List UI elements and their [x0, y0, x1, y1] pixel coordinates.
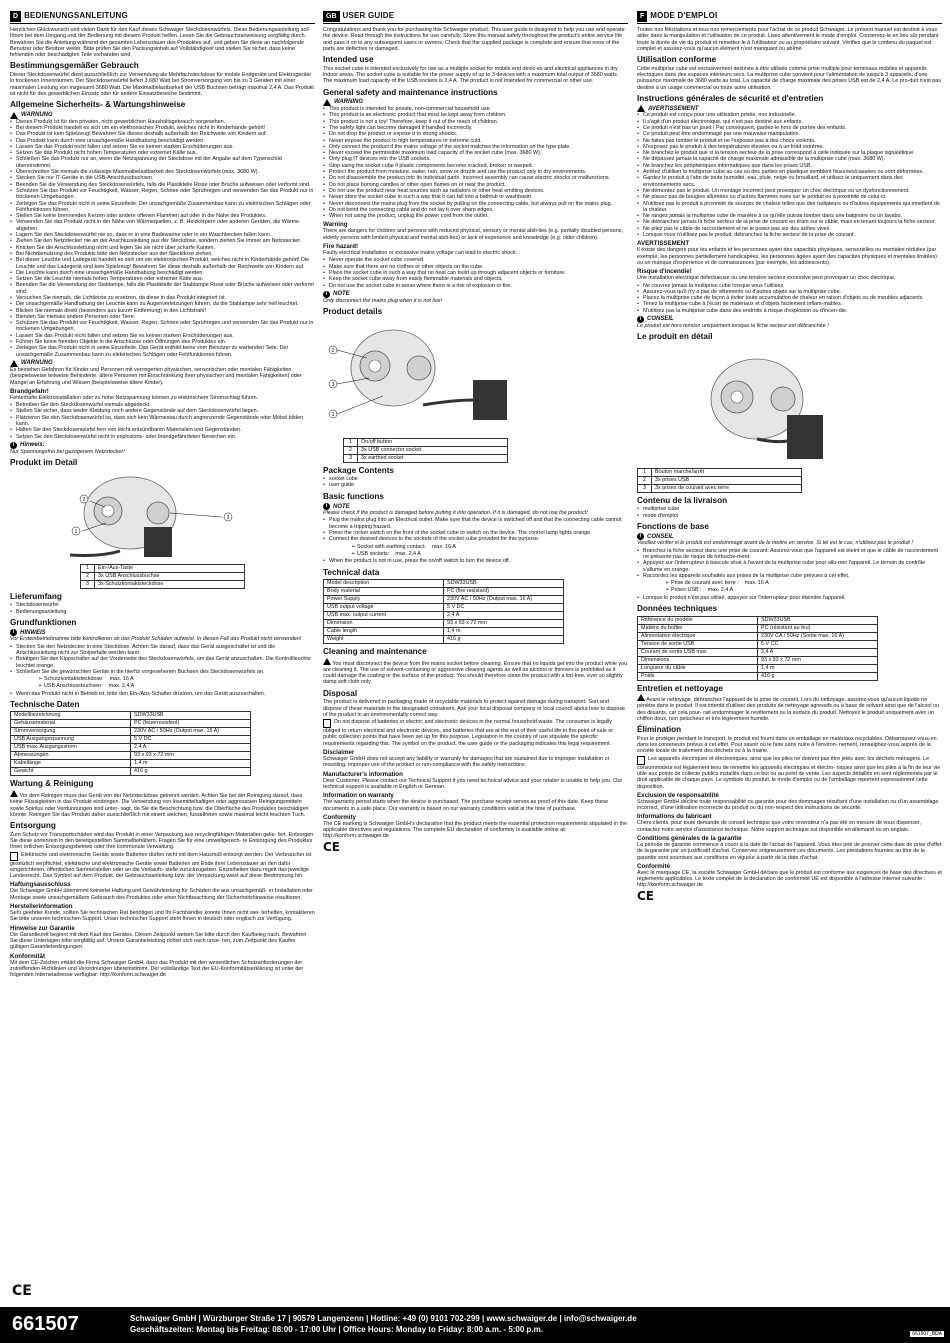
- article-number: 661507: [12, 1313, 79, 1335]
- warning-icon: [10, 790, 18, 797]
- tech-table: [323, 579, 564, 644]
- list-item: • Ne faites pas tomber le produit et ne l'exposez pas à des chocs violents.: [637, 138, 942, 144]
- warning-label: WARNUNG: [10, 112, 315, 119]
- list-item: • Ne dépassez jamais la capacité de charge maximale admissible de la multiprise cube (max. 3680 W).: [637, 156, 942, 162]
- warning-icon: [10, 112, 18, 119]
- list-item: • Das Produkt ist kein Spielzeug! Bewahren Sie dieses deshalb außerhalb der Reichweite von Kindern auf.: [10, 131, 315, 137]
- product-illustration: [637, 345, 942, 465]
- list-item: • socket cube: [323, 476, 628, 482]
- list-item: • Ne pliez pas le câble de raccordement et ne le posez pas sur des arêtes vives.: [637, 226, 942, 232]
- list-item: • Gardez le produit à l'abri de toute humidité, eau, pluie, neige ou brouillard, et utilisez-le uniquement dans des environnements secs.: [637, 175, 942, 188]
- language-tag: F: [637, 11, 647, 22]
- socket-cube-drawing: [323, 320, 563, 435]
- list-item: • Do not bend the connecting cable and do not lay it over sharp edges.: [323, 207, 628, 213]
- list-item: • Stellen Sie keine brennenden Kerzen oder andere offenen Flammen auf oder in die Nähe des Produktes.: [10, 213, 315, 219]
- list-item: • Verwenden Sie das Produkt nicht in der Nähe von Wärmequellen, z. B. Heizkörpern oder anderen Geräten, die Wärme abgeben.: [10, 219, 315, 232]
- liability-text: Die Schwaiger GmbH übernimmt keinerlei Haftung und Gewährleistung für Schäden die aus unsachgemäß- er Installation oder Montage sowie unsachgemäßem Gebrauch des Produktes oder einer Nichtbeachtung der Sicherheitshinweise resultieren.: [10, 888, 313, 901]
- table-row: Tension de sortie USB 5 V CC: [638, 640, 878, 648]
- heading-safety: Instructions générales de sécurité et d'entretien: [637, 93, 824, 103]
- column-english: [323, 10, 628, 1300]
- table-row: 2 3x USB connector socket: [344, 446, 508, 454]
- list-item: • Never store the socket cube in such a way that it can fall into a bathtub or washbasin.: [323, 194, 628, 200]
- warranty-text: The warranty period starts when the device is purchased. The purchase receipt serves as proof of this date. Keep these documents in a safe place. Our warranty is based on our warranty conditions valid at the time of purchase.: [323, 799, 609, 812]
- table-row: Gewicht 416 g: [11, 768, 251, 776]
- table-row: 2 3x prises USB: [638, 476, 802, 484]
- heading-warning: AVERTISSEMENT: [637, 240, 690, 248]
- table-row: 3 3x prises de courant avec terre: [638, 484, 802, 492]
- heading-package: Package Contents: [323, 465, 394, 475]
- warning-icon: [10, 360, 18, 367]
- list-item: • This product is an electronic product that must be kept away from children.: [323, 112, 628, 118]
- socket-cube-drawing: [10, 471, 250, 561]
- care-text: Avant le nettoyage, débranchez l'appareil de la prise de courant. Lors du nettoyage, assurez-vous qu'aucun liquide ne pénètre dans le produit. Il est interdit d'utiliser des produits de nettoyage agressifs ou à base de solvant ainsi que de l'alcool ou des diluants, car cela pour- rait endommager le revêtement ou la surface du produit. Nettoyez le produit uniquement avec un chiffon doux, non pelucheux et très légèrement humide.: [637, 694, 942, 722]
- warning-icon: [637, 694, 645, 701]
- list-item: • When the product is not in use, press the on/off switch to turn the device off.: [323, 558, 628, 564]
- list-item: • Blicken Sie niemals direkt (besonders aus kurzer Entfernung) in den Lichtstrahl!: [10, 308, 315, 314]
- list-item: • When not using the product, unplug the power cord from the outlet.: [323, 213, 628, 219]
- table-row: Stromversorgung 230V AC / 50Hz (Output max. 16 A): [11, 728, 251, 736]
- note-label: i HINWEIS: [10, 629, 315, 636]
- table-row: Poids 416 g: [638, 672, 878, 680]
- usb-rating: ➢ Prises USB : max. 2,4 A: [665, 587, 734, 594]
- list-item: • Platzieren Sie den Steckdosenwürfel so, dass sich kein Wärmestau durch angrenzende Gegenstände oder Möbel bilden kann.: [10, 415, 315, 428]
- column-french: [637, 10, 942, 1300]
- language-tag: GB: [323, 11, 340, 22]
- package-list: [323, 476, 628, 489]
- fire-list: [10, 402, 315, 440]
- product-illustration: [323, 320, 628, 435]
- heading-basic: Fonctions de base: [637, 521, 709, 531]
- heading-use: Utilisation conforme: [637, 55, 717, 65]
- usb-rating: ➢ USB sockets: max. 2,4 A: [351, 550, 421, 557]
- intro-text: Congratulations and thank you for purchasing this Schwaiger product. This user guide is designed to help you use and operate the device. Read through the instructions for use carefully. Store this manual safely throughout the product's entire service life and pass it on to any subsequent users or owners. Check that the supplied package is complete and ensure that none of the parts are defective or damaged.: [323, 27, 625, 52]
- hint-text: Nur Spannungsfrei bei gezogenem Netzstecker!: [10, 448, 125, 455]
- list-item: • Lorsque vous n'utilisez pas le produit, débranchez la fiche secteur de la prise de courant.: [637, 232, 942, 238]
- use-text: Dieser Steckdosenwürfel dient ausschließlich zur Verwendung als Mehrfachsteckdose für mobile Endgeräte und Elektrogeräte in trockenen Innenräumen. Der Steckdosenwürfel liefert 3.680 Watt bei Stromversorgung von bis zu 3 Geräten mit einer maximalen Leistung von insgesamt 3680 Watt. Die Maximalbelastbarkeit der USB Buchsen beträgt maximal 2,4 A. Das Produkt ist nicht für den gewerblichen Einsatz oder für andere Einsatzbereiche bestimmt.: [10, 71, 314, 97]
- list-item: • Die unsachgemäße Handhabung der Leuchte kann zu Augenverletzungen führen, da die Stablampe sehr hell leuchtet.: [10, 301, 315, 307]
- list-item: • Do not drop the product or expose it to strong shocks.: [323, 131, 628, 137]
- svg-text:1: 1: [331, 411, 335, 418]
- heading-care: Cleaning and maintenance: [323, 647, 427, 657]
- company-address: [130, 1313, 637, 1335]
- section-title: BEDIENUNGSANLEITUNG: [24, 11, 128, 21]
- list-item: • Ne démontez pas le produit. Un montage incorrect peut provoquer un choc électrique ou un dysfonctionnement.: [637, 188, 942, 194]
- section-title: MODE D'EMPLOI: [650, 11, 718, 21]
- heading-conformity: Konformität: [10, 952, 46, 960]
- heading-package: Contenu de la livraison: [637, 495, 728, 505]
- disposal-text: The product is delivered in packaging made of recyclable materials to protect against damage during transport. Sort and dispose of these materials in the designated containers. Ask your local disposal company or local council about how to dispose of the product in an environmentally correct way.: [323, 699, 626, 718]
- note-text: Only disconnect the mains plug when it is not live!: [323, 297, 442, 304]
- list-item: • N'utilisez pas le produit à proximité de sources de chaleur telles que des radiateurs ou d'autres équipements qui émettent de la chaleur.: [637, 201, 942, 214]
- table-row: Dimension 93 x 93 x 72 mm: [324, 620, 564, 628]
- list-item: • Assurez-vous qu'il n'y a pas de vêtements ou d'autres objets sur la multiprise cube.: [637, 289, 942, 295]
- table-row: Gehäusematerial PC (feuerresistent): [11, 720, 251, 728]
- table-row: Power Supply 230V AC / 50Hz (Output max. 16 A): [324, 596, 564, 604]
- table-row: Weight 416 g: [324, 636, 564, 644]
- heading-tech: Technical data: [323, 567, 380, 577]
- socket-rating: ➢ Socket with earthing contact: max. 16 A: [351, 543, 456, 550]
- list-item: • Do not disassemble the product into its individual parts. Incorrect assembly can cause electric shocks or malfunctions.: [323, 175, 628, 181]
- waste-bin-icon: [637, 756, 645, 765]
- liability-text: Schwaiger GmbH décline toute responsabilité ou garantie pour des dommages résultant d'une installation ou d'un assemblage incorrect, d'une utilisation incorrecte du produit ou du non-respect des instructions de sécurité.: [637, 798, 939, 812]
- section-header: [323, 10, 628, 24]
- heading-warranty: Hinweise zur Garantie: [10, 924, 75, 932]
- heading-detail: Le produit en détail: [637, 332, 713, 342]
- note-text: Vor Ersteinbetriebnahme bitte kontrollieren ob das Produkt Schäden aufweist. In diesen Fall das Produkt nicht verwenden!: [10, 636, 302, 643]
- list-item: • Press the rocker switch on the front of the socket cube to switch on the device. The control lamp lights orange.: [323, 530, 628, 536]
- heading-use: Bestimmungsgemäßer Gebrauch: [10, 61, 139, 71]
- list-item: • Lorsque le produit n'est pas utilisé, appuyez sur l'interrupteur pour éteindre l'appareil.: [637, 595, 942, 601]
- heading-detail: Product details: [323, 307, 383, 317]
- list-item: • Never expose the product to high temperatures or extreme cold.: [323, 138, 628, 144]
- table-row: USB max. Ausgangsstrom 2,4 A: [11, 744, 251, 752]
- info-icon: i: [637, 533, 644, 540]
- disposal-text: Zum Schutz vor Transportschäden wird das Produkt in einer Verpackung aus recyclingfähigen Materialien gelie- fert. Entsorgen Sie diese sortenrein in den bereitgestellten Sammelbehältern. Fragen Sie für eine umweltgerech- te Entsorgung des Produktes Ihren örtlichen Entsorgungsbetrieb oder Ihre kommunale Verwaltung.: [10, 831, 314, 851]
- list-item: • Lassen Sie das Produkt nicht fallen und setzen Sie es keinen starken Erschütterungen aus.: [10, 333, 315, 339]
- list-item: • Stellen Sie sicher, dass weder Kleidung noch andere Gegenstände auf dem Steckdosenwürfel liegen.: [10, 408, 315, 414]
- info-icon: i: [10, 442, 17, 449]
- safety-list: [10, 119, 315, 358]
- socket-rating: ➢ Prise de courant avec terre : max. 16 A: [665, 580, 769, 587]
- list-item: • Stop using the socket cube if plastic components become cracked, broken or warped.: [323, 163, 628, 169]
- list-item: • Do not use the product near heat sources such as radiators or other heat emitting devices.: [323, 188, 628, 194]
- list-item: • Schließen Sie das Produkt nur an, wenn die Netzspannung der Steckdose mit der Angabe auf dem Typenschild übereinstimmt.: [10, 156, 315, 169]
- list-item: • Do not use the socket cube in areas where there is a risk of explosion or fire.: [323, 283, 628, 289]
- list-item: • Protect the product from moisture, water, rain, snow or drizzle and use the product only in dry environments.: [323, 169, 628, 175]
- heading-fire: Fire hazard!: [323, 243, 359, 251]
- heading-liability: Exclusion de responsabilité: [637, 791, 719, 799]
- warranty-text: La période de garantie commence à courir à la date de l'achat de l'appareil. Vous êtes prié de prouver cette date de prise d'effet de la garantie par un justificatif d'achat. Conservez soigneusement ces documents. Les prestations fournies au titre de la garantie sont soumises aux conditions en vigueur à partir de la date d'achat.: [637, 842, 942, 861]
- svg-text:3: 3: [226, 514, 230, 521]
- table-row: Body material PC (fire resistant): [324, 588, 564, 596]
- list-item: • Ne débranchez jamais la fiche secteur de la prise de courant en tirant sur le câble, mais en tenant toujours la fiche secteur.: [637, 219, 942, 225]
- section-title: USER GUIDE: [342, 11, 395, 21]
- heading-disposal: Élimination: [637, 725, 682, 735]
- info-icon: i: [637, 316, 644, 323]
- list-item: • Stecken Sie nur IT-Geräte in die USB-Anschlussbuchsen.: [10, 175, 315, 181]
- list-item: • Ne branchez les périphériques informatiques que dans les prises USB.: [637, 163, 942, 169]
- svg-text:3: 3: [331, 381, 335, 388]
- heading-use: Intended use: [323, 55, 374, 65]
- list-item: • Bei Nichtbenutzung des Produkts bitte den Netzstecker aus der Steckdose ziehen.: [10, 251, 315, 257]
- socket-rating: ➢ Schutzkontaktsteckdose: max. 16 A: [38, 676, 134, 683]
- hint-label: i Hinweis:: [10, 442, 315, 449]
- list-item: • Bedienungsanleitung: [10, 609, 315, 615]
- list-item: • Beenden Sie die Verwendung des Steckdosenwürfels, falls die Plastikteile Risse oder Brüche aufweisen oder verformt sind.: [10, 182, 315, 188]
- list-item: • Wenn das Produkt nicht in Betrieb ist, bitte den Ein-/Aus-Schalter drücken, um das Gerät auszuschalten.: [10, 691, 315, 697]
- basic-list: [323, 517, 628, 542]
- warning-icon: [323, 658, 331, 665]
- tech-table: [10, 711, 251, 776]
- list-item: • This product is intended for private, non-commercial household use.: [323, 106, 628, 112]
- heading-warranty: Information on warranty: [323, 792, 394, 800]
- list-item: • Ziehen Sie den Netzstecker nie an der Anschlussleitung aus der Steckdose, sondern ziehen Sie immer am Netzstecker.: [10, 238, 315, 244]
- list-item: • Führen Sie keine fremden Objekte in die Anschlüsse oder Öffnungen des Produktes ein.: [10, 339, 315, 345]
- warning-label: WARNING: [323, 99, 628, 106]
- heading-liability: Haftungsausschluss: [10, 881, 71, 889]
- info-icon: i: [10, 629, 17, 636]
- list-item: • Versuchen Sie niemals, die Lichtleiste zu ersetzen, da diese in das Produkt integriert ist.: [10, 295, 315, 301]
- list-item: • N'utilisez pas la multiprise cube dans des endroits à risque d'explosion ou d'incen-die.: [637, 308, 942, 314]
- svg-text:2: 2: [331, 347, 335, 354]
- document-code: 661507_BDA: [912, 1331, 942, 1337]
- heading-conformity: Conformité: [637, 862, 670, 870]
- list-item: • Zerlegen Sie das Produkt nicht in seine Einzelteile. Der unsachgemäße Zusammenbau kann zu elektrischen Schlägen oder Fehlfunktionen führen.: [10, 201, 315, 214]
- info-icon: i: [323, 291, 330, 298]
- list-item: • Ne branchez le produit que si la tension secteur de la prise correspond à celle indiquée sur la plaque signalétique.: [637, 150, 942, 156]
- table-row: 1 Ein-/Aus-Taste: [81, 564, 245, 572]
- list-item: • Betätigen Sie den Kippschalter auf der Vorderseite des Steckdosenwürfels, um das Gerät anzuschalten. Die Kontrollleuchte leuchtet orange.: [10, 656, 315, 669]
- list-item: • Il s'agit d'un produit électronique, qui n'est pas destiné aux enfants.: [637, 119, 942, 125]
- usb-rating: ➢ USB Anschlussbuchsen: max. 2,4 A: [38, 683, 135, 690]
- list-item: • Lagern Sie den Steckdosenwürfel nie so, dass er in eine Badewanne oder in ein Waschbecken fallen kann.: [10, 232, 315, 238]
- list-item: • Bei dieser Leuchte und Ladegerät handelt es sich um ein elektronisches Produkt, welches nicht in Kinderhände gehört! Die Leuchte und das Ladegerät sind kein Spielzeug! Bewahren Sie diese deshalb außerhalb der Reichweite von Kindern auf.: [10, 257, 315, 270]
- note-text: Please check if the product is damaged before putting it into operation. If it is damaged, do not use the product!: [323, 510, 588, 517]
- ce-mark: CE: [12, 1283, 32, 1299]
- heading-conformity: Conformity: [323, 813, 356, 821]
- list-item: • Never exceed the permissible maximum load capacity of the socket cube (max. 3680 W).: [323, 150, 628, 156]
- warning-label: WARNUNG: [10, 360, 315, 367]
- heading-manufacturer: Herstellerinformation: [10, 903, 73, 911]
- table-row: Dimensions 93 x 93 x 72 mm: [638, 656, 878, 664]
- safety-list: [323, 106, 628, 219]
- list-item: • Ne couvrez jamais la multiprise cube lorsque vous l'utilisez.: [637, 283, 942, 289]
- disposal-text-2: Les appareils électriques et électroniques, ainsi que les piles ne doivent pas être jetés avec les déchets ménagers. Le consommateur est légalement tenu de remettre les appareils électriques et électro- niques ainsi que les piles à la fin de leur vie utile aux points de collecte publics installés dans ce but ou au point de vente. Les aspects détaillés en sont réglementés par le droit applicable de chaque pays. Le symbole du produit, le mode d'emploi ou de l'emballage reportent expressément cette disposition.: [637, 755, 941, 790]
- list-item: • Das Produkt kann durch eine unsachgemäße Handhabung beschädigt werden.: [10, 138, 315, 144]
- tech-table: [637, 616, 878, 681]
- warning-icon: [637, 105, 645, 112]
- heading-safety: Allgemeine Sicherheits- & Wartungshinweise: [10, 100, 186, 110]
- warning-label: AVERTISSEMENT: [637, 105, 942, 112]
- list-item: • Ne placez pas de bougies allumées ou d'autres flammes nues sur le produit ou à proximité de celui-ci.: [637, 194, 942, 200]
- list-item: • Arrêtez d'utiliser la multiprise cube au cas où des parties en plastique semblent fissurées/cassées ou sont déformées.: [637, 169, 942, 175]
- disclaimer-text: Schwaiger GmbH does not accept any liability or warranty for damages that are sustained due to improper installation or mounting, improper use of the product or non-compliance with the safety instructions.: [323, 756, 610, 769]
- heading-manufacturer: Informations du fabricant: [637, 813, 712, 821]
- list-item: • Lassen Sie das Produkt nicht fallen und setzen Sie es keinen starken Erschütterungen aus.: [10, 144, 315, 150]
- heading-detail: Produkt im Detail: [10, 458, 78, 468]
- conformity-text: Avec le marquage CE, la société Schwaiger GmbH déclare que le produit est conforme aux exigences de base des directives et règlements applicables. Le texte complet de la déclaration de conformité UE est disponible à l'adresse Internet suivante : http://konform.schwaiger.de: [637, 869, 942, 889]
- table-row: Matière du boîtier PC (résistant au feu): [638, 624, 878, 632]
- disposal-text: Pour le protéger pendant le transport, le produit est fourni dans un emballage en matériaux recyclables. Débarrassez-vous-en dans les conteneurs prévus à cet effet. Pour savoir où le faire sans nuire à l'environ- nement, renseignez-vous auprès de la société locale de traitement des déchets ou à la mairie.: [637, 735, 937, 755]
- warning-text: Es bestehen Gefahren für Kinder und Personen mit verringerten physischen, sensorischen oder mentalen Fähigkeiten (beispielsweise teilweise Behinderte, ältere Personen mit Einschränkung ihrer physischen und mentalen Fähigkeiten) oder Mangel an Erfahrung und Wissen (beispielsweise ältere Kinder).: [10, 366, 302, 386]
- list-item: • mode d'emploi: [637, 513, 942, 519]
- list-item: • N'exposez pas le produit à des températures élevées ou à un froid extrême.: [637, 144, 942, 150]
- list-item: • Setzen Sie die Leuchte niemals hohen Temperaturen oder extremer Kälte aus.: [10, 276, 315, 282]
- list-item: • Zerlegen Sie das Produkt nicht in seine Einzelteile. Das Gerät enthält keine vom Benutzer zu wartenden Teile. Der unsachgemäße Zusammenbau kann zu elektrischen Schlägen oder Fehlfunktionen führen.: [10, 345, 315, 358]
- heading-tech: Données techniques: [637, 604, 718, 614]
- note-text: Veuillez vérifier si le produit est endommagé avant de le mettre en service. Si tel est le cas, n'utilisez pas le produit !: [637, 540, 913, 547]
- note-label: i NOTE: [323, 291, 628, 298]
- footer-bar: [0, 1307, 950, 1343]
- list-item: • Tenez la multiprise cube à l'écart de matériaux et d'objets facilement inflam-mables.: [637, 301, 942, 307]
- list-item: • Raccordez les appareils souhaités aux prises de la multiprise cube prévues à cet effet.: [637, 573, 942, 579]
- safety-list: [637, 112, 942, 238]
- list-item: • multiprise cube: [637, 506, 942, 512]
- table-row: Référence du modèle SDW33USB: [638, 616, 878, 624]
- list-item: • Setzen Sie das Produkt nicht hohen Temperaturen oder extremer Kälte aus.: [10, 150, 315, 156]
- manufacturer-text: Chers clients, pour toute demande de conseil technique que votre revendeur n'a pas été en mesure de vous dispenser, contactez notre service d'assistance technique. Notre support technique est disponible en allemand ou en anglais.: [637, 820, 921, 833]
- list-item: • Only connect the product if the mains voltage of the socket matches the information on the type plate.: [323, 144, 628, 150]
- list-item: • Make sure that there are no clothes or other objects on the cube.: [323, 264, 628, 270]
- list-item: • user guide: [323, 482, 628, 488]
- list-item: • Only plug IT devices into the USB sockets.: [323, 156, 628, 162]
- note-label: i CONSEIL: [637, 533, 942, 540]
- list-item: • Betreiben Sie den Steckdosenwürfel niemals abgedeckt.: [10, 402, 315, 408]
- list-item: • Connect the desired devices to the sockets of the socket cube provided for this purpose.: [323, 536, 628, 542]
- manufacturer-text: Dear Customer, Please contact our Technical Support if you need technical advice and your retailer is unable to help you. Our technical support is available in English or German.: [323, 777, 623, 790]
- table-row: Kabellänge 1,4 m: [11, 760, 251, 768]
- note-label: i CONSEIL: [637, 316, 942, 323]
- disposal-text-2: Elektrische und elektronische Geräte sowie Batterien dürfen nicht mit dem Hausmüll entsorgt werden. Der Verbraucher ist gesetzlich verpflichtet, elektrische und elektronische Geräte sowie Batterien am Ende ihrer Lebensdauer an den dafür eingerichteten, öffentlichen Sammelstellen oder an die Verkaufs- stelle zurückzugeben. Einzelheiten dazu regelt das jeweilige Landesrecht. Das Symbol auf dem Produkt, der Gebrauchsanleitung bzw. der Verpackung weist auf diese Bestimmung hin.: [10, 851, 312, 880]
- list-item: • Stecken Sie den Netzstecker in eine Steckdose. Achten Sie darauf, dass das Gerät ausgeschaltet ist und die Anschlussleitung nicht zur Stolperfalle werden kann.: [10, 644, 315, 657]
- manufacturer-text: Sehr geehrter Kunde, sollten Sie technischen Rat benötigen und Ihr Fachhändler konnte Ihnen nicht wei- terhelfen, kontaktieren Sie bitte unseren technischen Support. Unser technischer Support steht Ihnen in deutsch oder englisch zur Verfügung.: [10, 910, 315, 923]
- list-item: • Schließen Sie die gewünschten Geräte in die hierfür vorgesehenen Buchsen des Steckdosenwürfels an.: [10, 669, 315, 675]
- list-item: • Ce produit n'est pas un jouet ! Par conséquent, gardez-le hors de portée des enfants.: [637, 125, 942, 131]
- table-row: Longueur du câble 1,4 m: [638, 664, 878, 672]
- ce-mark: CE: [323, 839, 341, 854]
- table-row: Alimentation électrique 230V CA / 50Hz (Sortie max. 16 A): [638, 632, 878, 640]
- list-item: • Die Leuchte kann durch eine unsachgemäße Handhabung beschädigt werden.: [10, 270, 315, 276]
- disposal-text-2: Do not dispose of batteries or electric and electronic devices in the normal household waste. The consumer is legally obliged to return electrical and electronic devices, and batteries that are at the end of their useful life to the point of sale or public collection points that have been set up for this purpose. Legislation in the country of use stipulate the specific requirements regarding this. The symbol on the product, the user guide or the packaging indicates this legal requirement.: [323, 719, 614, 747]
- table-row: 2 3x USB Anschlussbuchse: [81, 572, 245, 580]
- heading-basic: Basic functions: [323, 491, 384, 501]
- table-row: Model description SDW33USB: [324, 580, 564, 588]
- list-item: • Ce produit peut être endommagé par une mauvaise manipulation.: [637, 131, 942, 137]
- heading-basic: Grundfunktionen: [10, 617, 77, 627]
- table-row: 3 3x Schutzkontaktsteckdose: [81, 580, 245, 588]
- table-row: USB output voltage 5 V DC: [324, 604, 564, 612]
- fire-text: Faulty electrical installation or excessive mains voltage can lead to electric shock.: [323, 250, 518, 257]
- svg-text:2: 2: [82, 496, 86, 503]
- list-item: • The safety light can become damaged if handled incorrectly.: [323, 125, 628, 131]
- list-item: • Bei diesem Produkt handelt es sich um ein elektronisches Produkt, welches nicht in Kinderhände gehört!: [10, 125, 315, 131]
- list-item: • Keep the socket cube away from easily flammable materials and objects.: [323, 276, 628, 282]
- list-item: • Ce produit est conçu pour une utilisation privée, non industrielle.: [637, 112, 942, 118]
- heading-delivery: Lieferumfang: [10, 591, 62, 601]
- list-item: • Steckdosenwürfel: [10, 602, 315, 608]
- heading-manufacturer: Manufacturer's information: [323, 770, 403, 778]
- table-row: USB Ausgangsspannung 5 V DC: [11, 736, 251, 744]
- list-item: • Appuyez sur l'interrupteur à bascule situé à l'avant de la multiprise cube pour allu-mer l'appareil. Le témoin de contrôle s'allume en orange.: [637, 560, 942, 573]
- waste-bin-icon: [323, 719, 331, 728]
- list-item: • Setzen Sie den Steckdosenwürfel nicht in explosions- oder brandgefährdeten Bereichen ein.: [10, 434, 315, 440]
- warning-icon: [323, 99, 331, 106]
- heading-disclaimer: Disclaimer: [323, 749, 355, 757]
- use-text: This socket cube is intended exclusively for use as a multiple socket for mobile end devic-es and electrical appliances in dry indoor areas. The socket cube is suitable for the power supply of up to 3 devices with a maximum total output of 3680 watts. The maximum load capacity of the USB sockets is 2,4 A. The product is not intended for commercial or other use.: [323, 65, 619, 85]
- ce-mark: CE: [637, 888, 655, 903]
- care-text: Vor dem Reinigen muss das Gerät von der Netzsteckdose getrennt werden. Achten Sie bei der Reinigung darauf, dass keine Flüssigkeiten in das Produkt eindringen. Die Verwendung von lösemittelhaltigen oder aggressiven Reinigungsmitteln sowie Spiritus oder Verdünnungen sind unter- sagt, da Sie die Beschichtung bzw. die Oberfläche des Produktes beschädigen könnte. Reinigen Sie das Produkt daher ausschließlich mit einem weichen, fusselfreien sowie maximal leicht feuchten Tuch.: [10, 790, 315, 818]
- use-text: Cette multiprise cube est exclusivement destinée à être utilisée comme prise multiple pour terminaux mobiles et appareils électriques dans des espaces intérieurs secs. La multiprise cube convient pour l'alimentation de jusqu'à 3 appareils, d'une puissance maximale de 3680 watts au total. La capacité de charge maximale des prises USB est de 2,4 A. Le pro-duit n'est pas destiné à un usage commercial ou toute autre utilisation.: [637, 65, 941, 91]
- warning-text: Il existe des dangers pour les enfants et les personnes ayant des capacités physiques, sensorielles ou mentales réduites (par exemple, les personnes partiellement handicapées, les personnes âgées ayant des capacités physiques et mentales limitées) ou un manque d'expérience et de connaissances (par exemple, les adolescents).: [637, 247, 937, 266]
- table-row: 3 3x earthed socket: [344, 454, 508, 462]
- heading-warranty: Conditions générales de la garantie: [637, 835, 742, 842]
- care-text: You must disconnect the device from the mains socket before cleaning. Ensure that no liquids get into the product while you are cleaning it. The use of solvent-containing or aggressive cleaning agents as well as alcohol or thinners is prohibited as it could damage the coating or the surface of the product. You should therefore clean the product with a lint-free, ever so slightly damp soft cloth only.: [323, 658, 628, 686]
- heading-disposal: Disposal: [323, 688, 358, 698]
- conformity-text: Mit dem CE-Zeichen erklärt die Firma Schwaiger GmbH, dass das Produkt mit den wesentlichen Schutzanforderungen der zutreffenden Richtlinien und Verordnungen übereinstimmt. Der vollständige Text der EU-Konformitätserklärung ist unter der folgenden Internetadresse verfügbar: http://konform.schwaiger.de: [10, 959, 304, 979]
- list-item: • Do not place burning candles or other open flames on or near the product.: [323, 182, 628, 188]
- table-row: Courant de sortie USB max. 2,4 A: [638, 648, 878, 656]
- parts-table: [343, 438, 508, 463]
- fire-list: [323, 257, 628, 288]
- package-list: [637, 506, 942, 519]
- warning-text: There are dangers for children and persons with reduced physical, sensory or mental abili-ties (e.g. partially disabled persons, elderly persons with limited physical and mental abili-ties) or lack of experience and knowledge (e.g. older children).: [323, 228, 623, 241]
- list-item: • Schützen Sie das Produkt vor Feuchtigkeit, Wasser, Regen, Schnee oder Sprühregen und verwenden Sie das Produkt nur in trockenen Umgebungen.: [10, 188, 315, 201]
- heading-care: Entretien et nettoyage: [637, 683, 723, 693]
- table-row: Modellbezeichnung SDW33USB: [11, 712, 251, 720]
- list-item: • Plug the mains plug into an Electrical outlet. Make sure that the device is switched off and that the connecting cable cannot become a tripping hazard.: [323, 517, 628, 530]
- list-item: • Knicken Sie die Anschlussleitung nicht und legen Sie sie nicht über scharfe Kanten.: [10, 245, 315, 251]
- list-item: • Placez la multiprise cube de façon à éviter toute accumulation de chaleur en raison d'objets ou de meubles adjacents.: [637, 295, 942, 301]
- column-german: [10, 10, 315, 1300]
- list-item: • This product is not a toy! Therefore, keep it out of the reach of children.: [323, 119, 628, 125]
- fire-text: Fehlerhafte Elektroinstallation oder zu hohe Netzspannung können zu elektrischem Stromschlag führen.: [10, 394, 259, 401]
- section-header: [10, 10, 315, 24]
- parts-table: [80, 564, 245, 589]
- section-header: [637, 10, 942, 24]
- heading-safety: General safety and maintenance instructions: [323, 87, 498, 97]
- delivery-list: [10, 602, 315, 615]
- heading-care: Wartung & Reinigung: [10, 779, 94, 789]
- office-hours-line: Geschäftszeiten: Montag bis Freitag: 08:00 - 17:00 Uhr | Office Hours: Monday to Friday: 8:00 a.m. - 5:00 p.m.: [130, 1325, 543, 1334]
- product-illustration: [10, 471, 315, 561]
- table-row: 1 Bouton marche/arrêt: [638, 468, 802, 476]
- fire-list: [637, 283, 942, 314]
- parts-table: [637, 468, 802, 493]
- list-item: • Branchez la fiche secteur dans une prise de courant. Assurez-vous que l'appareil est éteint et que le câble de raccordement ne présente pas de risque de trébuche-ment.: [637, 548, 942, 561]
- conformity-text: The CE marking is Schwaiger GmbH's declaration that the product meets the essential protection requirements stipulated in the applicable directives and regulations. The complete EU declaration of conformity is available online at: http://konform.schwaiger.de: [323, 820, 627, 840]
- list-item: • Dieses Produkt ist für den privaten, nicht gewerblichen Haushaltsgebrauch vorgesehen.: [10, 119, 315, 125]
- list-item: • Halten Sie den Steckdosenwürfel fern von leicht entzündbaren Materialien und Gegenständen.: [10, 427, 315, 433]
- table-row: USB max. output current 2,4 A: [324, 612, 564, 620]
- svg-text:1: 1: [74, 528, 78, 535]
- heading-disposal: Entsorgung: [10, 821, 56, 831]
- basic-list: [10, 644, 315, 675]
- list-item: • Ne rangez jamais la multiprise cube de manière à ce qu'elle puisse tomber dans une baignoire ou un lavabo.: [637, 213, 942, 219]
- table-row: 1 On/off button: [344, 438, 508, 446]
- list-item: • Never operate the socket cube covered.: [323, 257, 628, 263]
- list-item: • Schützen Sie das Produkt vor Feuchtigkeit, Wasser, Regen, Schnee oder Sprühregen und verwenden Sie das Produkt nur in trockenen Umgebungen.: [10, 320, 315, 333]
- heading-warning: Warning: [323, 221, 348, 229]
- table-row: Abmessungen 93 x 93 x 72 mm: [11, 752, 251, 760]
- note-label: i NOTE: [323, 503, 628, 510]
- socket-cube-drawing: [637, 345, 877, 465]
- table-row: Cable length 1,4 m: [324, 628, 564, 636]
- list-item: • Blenden Sie niemals andere Personen oder Tiere.: [10, 314, 315, 320]
- heading-fire: Brandgefahr!: [10, 387, 49, 395]
- list-item: • Überschreiten Sie niemals die zulässige Maximalbelastbarkeit des Steckdosenwürfels (max. 3680 W).: [10, 169, 315, 175]
- waste-bin-icon: [10, 852, 18, 861]
- fire-text: Une installation électrique défectueuse ou une tension secteur excessive peut provoquer un choc électrique.: [637, 275, 896, 282]
- heading-tech: Technische Daten: [10, 699, 80, 709]
- info-icon: i: [323, 503, 330, 510]
- list-item: • Place the socket cube in such a way that no heat can build up through adjacent objects or furniture.: [323, 270, 628, 276]
- intro-text: Toutes nos félicitations et tous nos remerciements pour l'achat de ce produit Schwaiger. Le présent manuel est destiné à vous aider dans la manipulation et l'utilisation de ce produit. Lisez attentivement le mode d'emploi. Conservez-le en lieu sûr pendant toute la durée de vie du produit et remettez-le à l'utilisateur ou au propriétaire suivant. Vérifiez que le contenu du paquet est complet et assurez-vous qu'aucun élément n'est manquant ou abîmé.: [637, 27, 939, 52]
- intro-text: Herzlichen Glückwunsch und vielen Dank für den Kauf dieses Schwaiger Steckdosenwürfels. Diese Bedienungsanleitung soll Ihnen bei dem Umgang und der Bedienung mit diesem Produkt helfen. Lesen Sie die Gebrauchsanweisung sorgfältig durch. Bewahren Sie die Anleitung während der gesamten Lebensdauer des Produktes auf, und geben Sie diese an nachfolgende Benutzer oder Besitzer weiter. Bitte prüfen Sie den Packungsinhalt auf Vollständigkeit und stellen Sie sicher, dass keine fehlenden oder beschädigten Teile vorhanden sind.: [10, 27, 309, 59]
- language-tag: D: [10, 11, 21, 22]
- list-item: • Beenden Sie die Verwendung der Stablampe, falls die Plastikteile der Stablampe Risse oder Brüche aufweisen oder verformt sind.: [10, 282, 315, 295]
- list-item: • Never disconnect the mains plug from the socket by pulling on the connecting cable, but always pull on the mains plug.: [323, 201, 628, 207]
- note-text: Le produit est hors tension uniquement lorsque la fiche secteur est débranchée !: [637, 322, 829, 329]
- basic-list: [637, 548, 942, 579]
- warranty-text: Die Garantiezeit beginnt mit dem Kauf des Gerätes. Diesen Zeitpunkt weisen Sie bitte durch den Kaufbeleg nach. Bewahren Sie diese Unterlagen bitte sorgfältig auf. Unsere Garantieleistung richtet sich nach unse- ren, zum Zeitpunkt des Kaufes gültigen Garantiebedingungen.: [10, 931, 307, 951]
- address-line: Schwaiger GmbH | Würzburger Straße 17 | 90579 Langenzenn | Hotline: +49 (0) 9101 702-299 | www.schwaiger.de | info@schwaiger.de: [130, 1314, 637, 1323]
- heading-fire: Risque d'incendie!: [637, 268, 692, 276]
